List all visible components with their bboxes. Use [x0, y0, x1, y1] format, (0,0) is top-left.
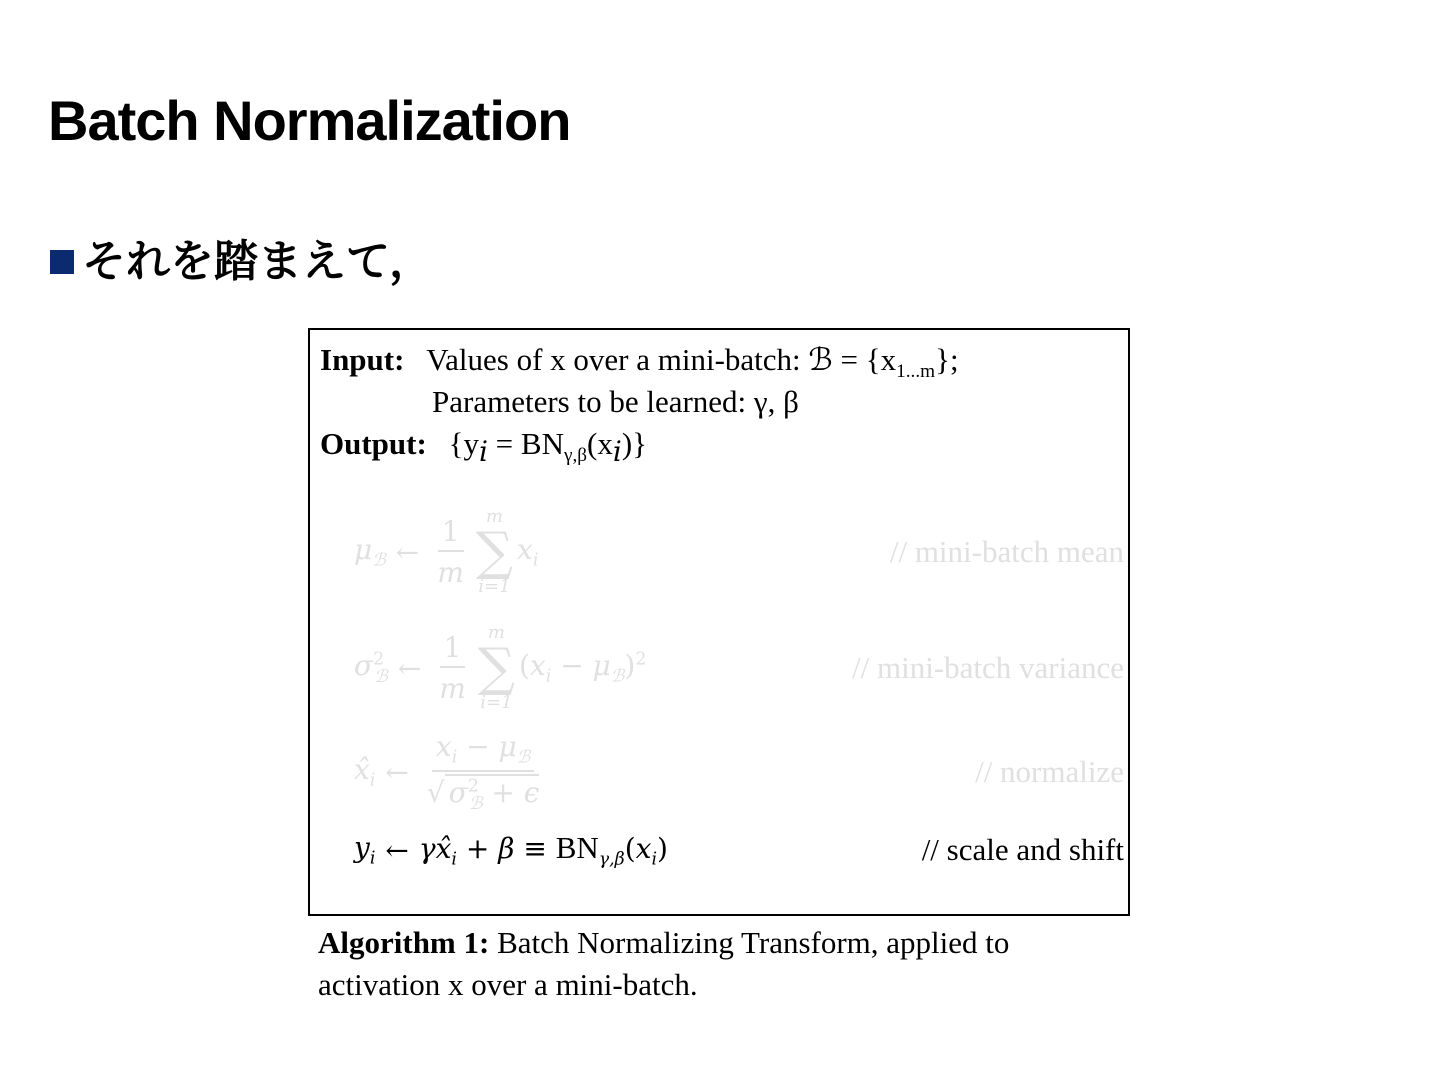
input-text: Values of x over a mini-batch: ℬ = {x	[426, 342, 897, 377]
variance-equation: $\sigma^2_ℬ$ ← $\frac{1}{m}$ m ∑ i=1 $(x_i - \mu_ℬ)^2$	[354, 622, 647, 713]
input-label: Input:	[320, 342, 405, 377]
step-comment: // mini-batch mean	[889, 534, 1124, 569]
step-comment: // mini-batch variance	[852, 650, 1124, 685]
scale-shift-equation: $y_i$ ← $\gamma x̂_i + \beta \equiv BN_{\gamma,\beta}(x_i)$	[354, 830, 668, 870]
bullet-text: それを踏まえて，	[82, 236, 434, 287]
algorithm-caption	[318, 922, 1128, 1006]
bullet-item	[50, 236, 434, 287]
input-end: };	[935, 342, 959, 377]
bullet-square-icon	[50, 250, 74, 274]
output-math: $\{y_i = BN_{\gamma,\beta}(x_i)\}$	[448, 426, 648, 469]
step-mean	[354, 502, 1124, 602]
input-line	[320, 342, 959, 383]
output-label: Output:	[320, 426, 427, 461]
output-line	[320, 426, 647, 468]
step-comment: // scale and shift	[921, 832, 1124, 867]
step-comment: // normalize	[975, 754, 1124, 789]
step-variance	[354, 618, 1124, 718]
caption-label: Algorithm 1:	[318, 925, 490, 960]
page-title: Batch Normalization	[48, 89, 571, 152]
params-line: Parameters to be learned: γ, β	[432, 384, 799, 419]
input-subscript: 1...m	[896, 361, 936, 383]
algorithm-box	[308, 328, 1130, 916]
step-scale-shift	[354, 800, 1124, 900]
caption-text: Batch Normalizing Transform, applied to activation x over a mini-batch.	[318, 925, 1010, 1002]
mean-equation: $\mu_ℬ$ ← $\frac{1}{m}$ m ∑ i=1 $x_i$	[354, 506, 539, 597]
normalize-equation: $x̂_i$ ← $\frac{x_i - \mu_ℬ}{√ \sigma^2_ℬ + \epsilon}$	[354, 730, 540, 814]
